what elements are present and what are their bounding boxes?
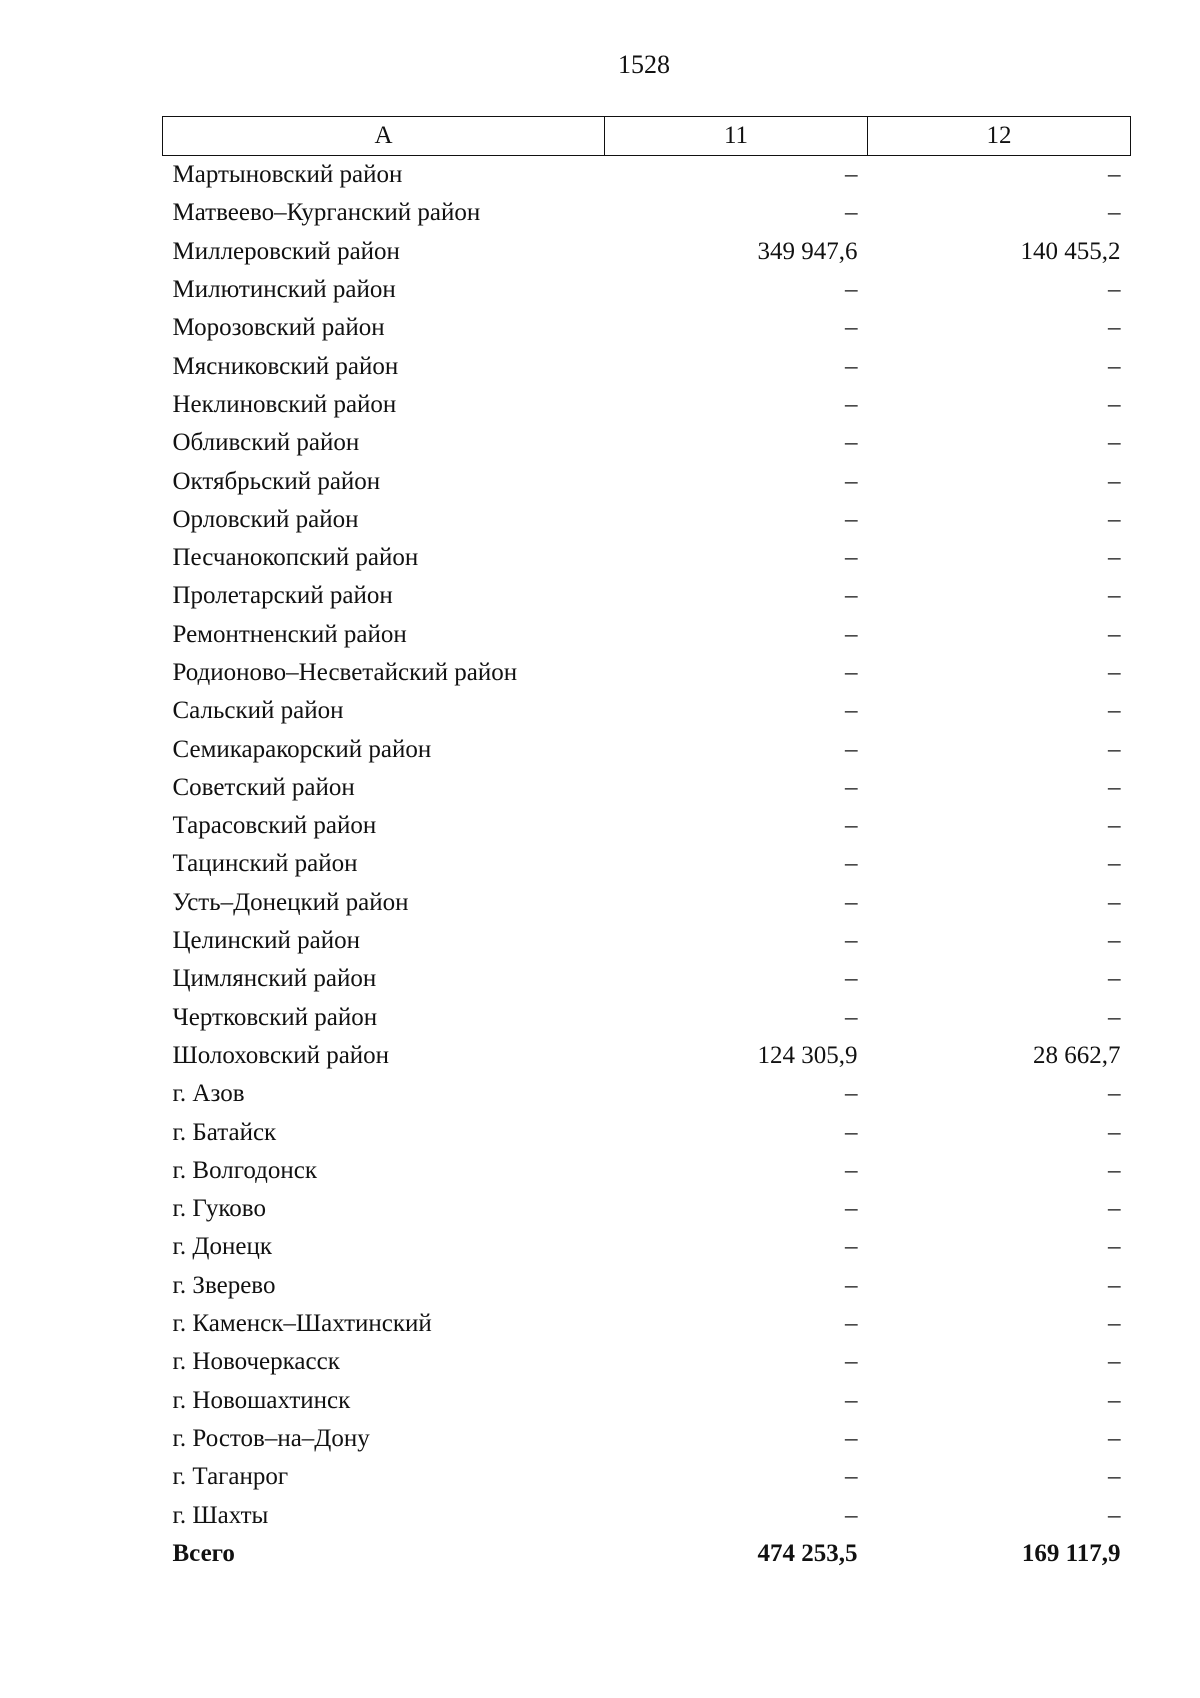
row-name: Орловский район [172,505,359,533]
value-col-12: – [1108,505,1121,533]
row-name: г. Зверево [172,1271,276,1299]
value-col-11: – [845,544,858,572]
value-col-11: – [845,505,858,533]
column-header-a: А [163,117,605,156]
value-col-11: – [845,620,858,648]
value-col-11: – [845,467,858,495]
value-col-12: – [1108,161,1121,189]
value-col-12: – [1108,1310,1121,1338]
value-col-11: – [845,1003,858,1031]
table-row [163,1075,1131,1113]
value-col-11: – [845,1463,858,1491]
value-col-11: – [845,697,858,725]
data-table [162,116,1131,1573]
value-col-12: 28 662,7 [1033,1041,1121,1069]
table-row [163,1267,1131,1305]
table-row [163,807,1131,845]
value-col-11: – [845,1348,858,1376]
value-col-12: – [1108,1233,1121,1261]
table-row [163,845,1131,883]
row-name: г. Новошахтинск [172,1386,351,1414]
row-name: г. Ростов–на–Дону [172,1424,370,1452]
value-col-11: – [845,1233,858,1261]
table-row [163,386,1131,424]
value-col-11: 349 947,6 [757,237,858,265]
value-col-11: – [845,390,858,418]
table-row [163,999,1131,1037]
value-col-11: – [845,1501,858,1529]
table-row [163,1152,1131,1190]
table-row [163,616,1131,654]
row-name: Морозовский район [172,314,385,342]
table-header [163,117,1131,156]
value-col-11: – [845,1080,858,1108]
table-row [163,271,1131,309]
table-row [163,194,1131,232]
value-col-12: – [1108,352,1121,380]
value-col-12: – [1108,1271,1121,1299]
value-col-11: – [845,659,858,686]
total-label: Всего [172,1539,235,1567]
value-col-12: – [1108,1156,1121,1184]
table-body [163,156,1131,1573]
total-row [163,1535,1131,1573]
table-row [163,1037,1131,1075]
table-row [163,156,1131,195]
row-name: г. Новочеркасск [172,1348,340,1376]
table-row [163,730,1131,768]
row-name: Усть–Донецкий район [172,888,409,916]
row-name: г. Донецк [172,1233,272,1261]
value-col-12: – [1108,390,1121,418]
table-row [163,960,1131,998]
value-col-12: – [1108,1003,1121,1031]
table-row [163,1190,1131,1228]
column-header-12: 12 [868,117,1131,156]
value-col-11: – [845,582,858,610]
value-col-12: – [1108,1386,1121,1414]
row-name: Советский район [172,773,355,801]
value-col-11: – [845,1386,858,1414]
value-col-12: – [1108,659,1121,686]
row-name: Семикаракорский район [172,735,432,763]
row-name: г. Таганрог [172,1463,289,1491]
value-col-11: – [845,735,858,763]
row-name: Мартыновский район [172,161,403,189]
row-name: Ремонтненский район [172,620,407,648]
table-row [163,347,1131,385]
value-col-11: – [845,314,858,342]
value-col-12: – [1108,314,1121,342]
value-col-12: – [1108,1348,1121,1376]
value-col-12: – [1108,773,1121,801]
row-name: Миллеровский район [172,237,400,265]
row-name: Родионово–Несветайский район [172,659,518,686]
row-name: Чертковский район [172,1003,378,1031]
row-name: г. Каменск–Шахтинский [172,1310,432,1338]
table-row [163,654,1131,692]
value-col-12: – [1108,1501,1121,1529]
value-col-11: – [845,1310,858,1338]
row-name: Милютинский район [172,276,396,304]
row-name: Целинский район [172,927,360,955]
table-row [163,922,1131,960]
row-name: Шолоховский район [172,1041,390,1069]
table-row [163,769,1131,807]
value-col-11: – [845,1156,858,1184]
value-col-11: – [845,161,858,189]
column-header-11: 11 [605,117,868,156]
row-name: г. Волгодонск [172,1156,318,1184]
table-row [163,1343,1131,1381]
value-col-11: – [845,276,858,304]
table-row [163,1496,1131,1534]
value-col-11: – [845,1118,858,1146]
row-name: Тарасовский район [172,812,377,840]
table-row [163,424,1131,462]
value-col-11: – [845,429,858,457]
value-col-12: – [1108,582,1121,610]
row-name: Пролетарский район [172,582,393,610]
value-col-12: – [1108,276,1121,304]
table-row [163,233,1131,271]
value-col-12: – [1108,1080,1121,1108]
row-name: Матвеево–Курганский район [172,199,481,227]
value-col-12: – [1108,697,1121,725]
value-col-12: – [1108,544,1121,572]
table-row [163,577,1131,615]
row-name: г. Азов [172,1080,245,1108]
row-name: г. Гуково [172,1195,266,1223]
table-row [163,1458,1131,1496]
value-col-11: 124 305,9 [757,1041,858,1069]
value-col-11: – [845,199,858,227]
row-name: г. Батайск [172,1118,277,1146]
table-row [163,462,1131,500]
value-col-11: – [845,773,858,801]
value-col-11: – [845,1195,858,1223]
header-row [163,117,1131,156]
value-col-11: – [845,812,858,840]
value-col-11: – [845,352,858,380]
value-col-12: – [1108,1424,1121,1452]
value-col-12: – [1108,812,1121,840]
row-name: Цимлянский район [172,965,377,993]
table-row [163,539,1131,577]
value-col-11: – [845,888,858,916]
value-col-11: – [845,850,858,878]
value-col-12: – [1108,965,1121,993]
value-col-12: – [1108,927,1121,955]
value-col-12: – [1108,620,1121,648]
row-name: Обливский район [172,429,360,457]
table-row [163,501,1131,539]
value-col-11: – [845,927,858,955]
value-col-12: – [1108,199,1121,227]
row-name: Тацинский район [172,850,358,878]
value-col-12: – [1108,1195,1121,1223]
value-col-11: – [845,1271,858,1299]
value-col-11: – [845,1424,858,1452]
row-name: г. Шахты [172,1501,269,1529]
value-col-12: – [1108,1463,1121,1491]
value-col-12: 140 455,2 [1020,237,1121,265]
row-name: Неклиновский район [172,390,397,418]
table-row [163,309,1131,347]
table-row [163,1228,1131,1266]
value-col-12: – [1108,467,1121,495]
value-col-12: – [1108,850,1121,878]
value-col-11: – [845,965,858,993]
table-row [163,884,1131,922]
total-col-11: 474 253,5 [757,1539,858,1567]
table-row [163,1305,1131,1343]
row-name: Мясниковский район [172,352,399,380]
table-row [163,1113,1131,1151]
table-row [163,692,1131,730]
row-name: Песчанокопский район [172,544,419,572]
page-number: 1528 [618,50,670,79]
value-col-12: – [1108,888,1121,916]
value-col-12: – [1108,735,1121,763]
table-row [163,1382,1131,1420]
total-col-12: 169 117,9 [1021,1539,1121,1567]
value-col-12: – [1108,429,1121,457]
row-name: Октябрьский район [172,467,381,495]
table-row [163,1420,1131,1458]
value-col-12: – [1108,1118,1121,1146]
row-name: Сальский район [172,697,344,725]
